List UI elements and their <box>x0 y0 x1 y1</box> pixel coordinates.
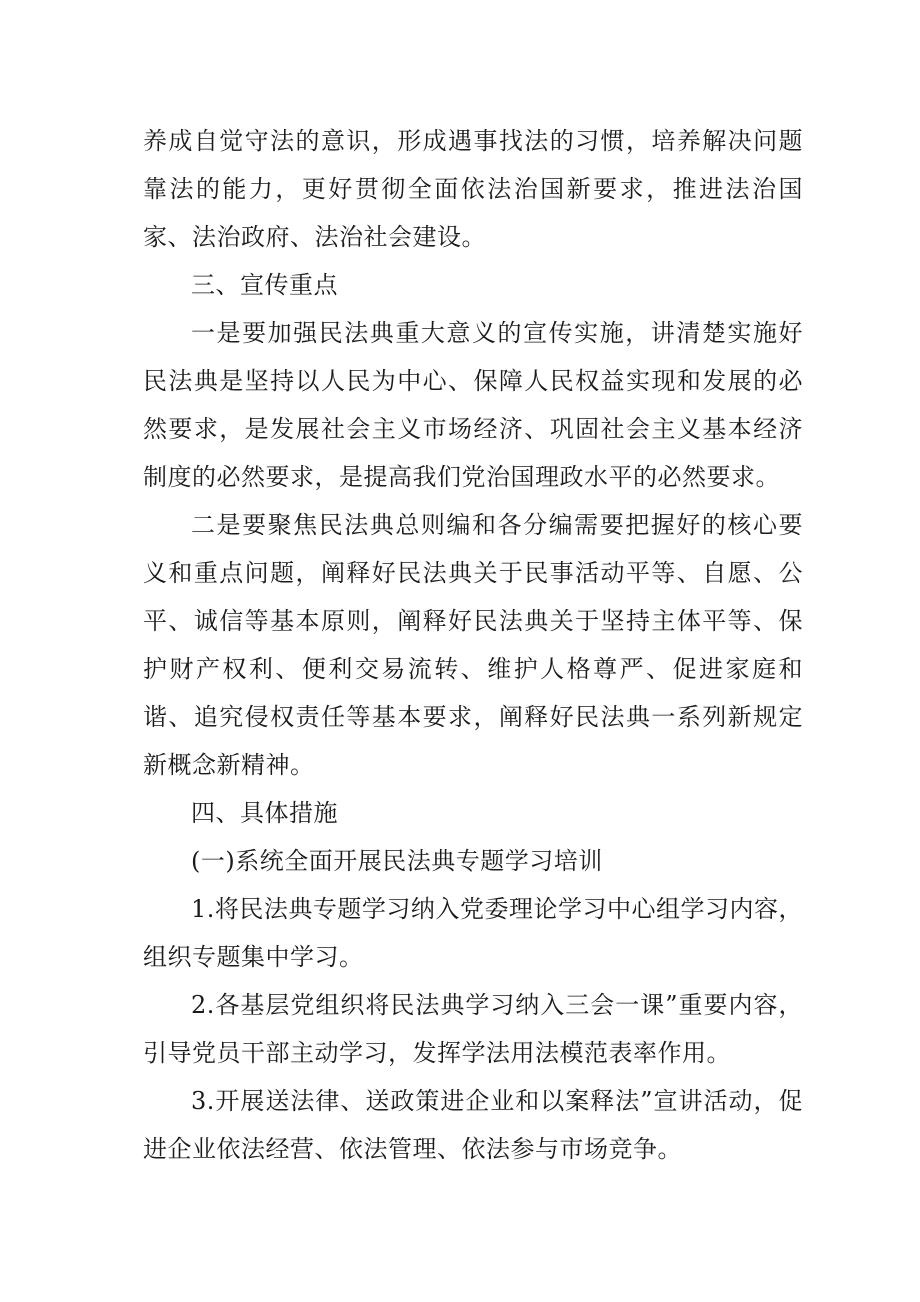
paragraph-1: 养成自觉守法的意识，形成遇事找法的习惯，培养解决问题靠法的能力，更好贯彻全面依法治国新要求，推进法治国家、法治政府、法治社会建设。 <box>143 127 803 251</box>
list-item-2: 2.各基层党组织将民法典学习纳入三会一课”重要内容，引导党员干部主动学习，发挥学法用法模范表率作用。 <box>143 991 803 1067</box>
section-heading-3: 三、宣传重点 <box>191 271 338 299</box>
section-heading-4: 四、具体措施 <box>191 799 338 827</box>
paragraph-2: 一是要加强民法典重大意义的宣传实施，讲清楚实施好民法典是坚持以人民为中心、保障人民权益实现和发展的必然要求，是发展社会主义市场经济、巩固社会主义基本经济制度的必然要求，是提高我们党治国理政水平的必然要求。 <box>143 319 803 491</box>
list-item-1: 1.将民法典专题学习纳入党委理论学习中心组学习内容，组织专题集中学习。 <box>143 895 803 971</box>
subsection-heading-1: (一)系统全面开展民法典专题学习培训 <box>191 847 603 875</box>
list-item-3: 3.开展送法律、送政策进企业和以案释法”宣讲活动，促进企业依法经营、依法管理、依法参与市场竞争。 <box>143 1087 803 1163</box>
document-body <box>143 117 803 1173</box>
paragraph-3: 二是要聚焦民法典总则编和各分编需要把握好的核心要义和重点问题，阐释好民法典关于民事活动平等、自愿、公平、诚信等基本原则，阐释好民法典关于坚持主体平等、保护财产权利、便利交易流转、维护人格尊严、促进家庭和谐、追究侵权责任等基本要求，阐释好民法典一系列新规定新概念新精神。 <box>143 511 803 779</box>
